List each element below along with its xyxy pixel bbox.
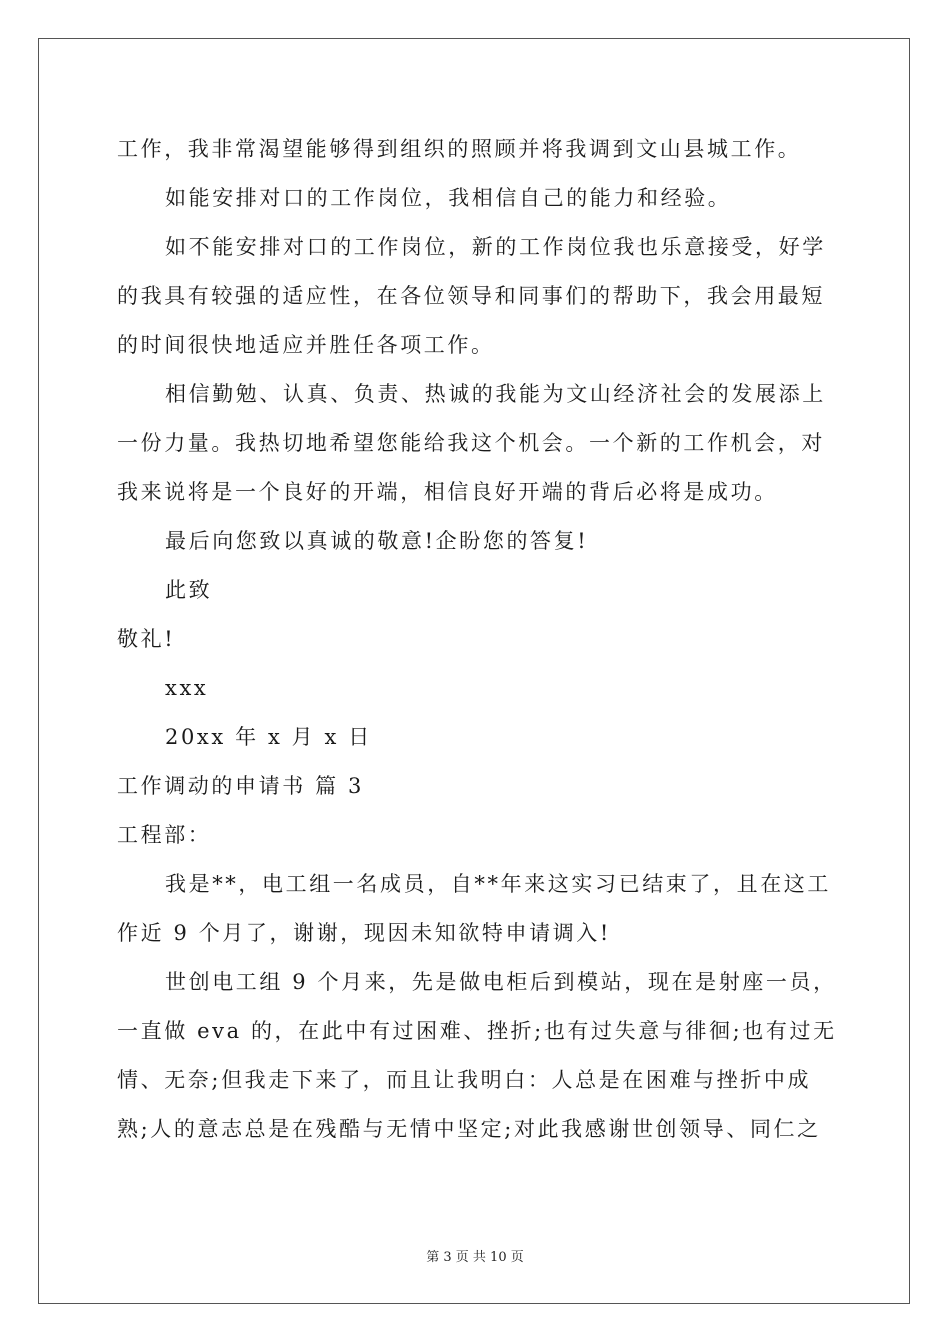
text-line: 一份力量。我热切地希望您能给我这个机会。一个新的工作机会，对 (117, 431, 825, 455)
signature-name: xxx (165, 676, 209, 700)
text-line: 的我具有较强的适应性，在各位领导和同事们的帮助下，我会用最短 (117, 284, 825, 308)
text-line: 我来说将是一个良好的开端，相信良好开端的背后必将是成功。 (117, 480, 778, 504)
text-line: 如能安排对口的工作岗位，我相信自己的能力和经验。 (165, 186, 732, 210)
text-line: 最后向您致以真诚的敬意!企盼您的答复! (165, 529, 589, 553)
text-line: 的时间很快地适应并胜任各项工作。 (117, 333, 495, 357)
text-line: 我是**，电工组一名成员，自**年来这实习已结束了，且在这工 (165, 872, 831, 896)
salutation-line: 此致 (165, 578, 213, 602)
signature-date: 20xx 年 x 月 x 日 (165, 725, 372, 749)
text-line: 工作，我非常渴望能够得到组织的照顾并将我调到文山县城工作。 (117, 137, 802, 161)
text-line: 一直做 eva 的，在此中有过困难、挫折;也有过失意与徘徊;也有过无 (117, 1019, 837, 1043)
section-heading: 工作调动的申请书 篇 3 (117, 774, 364, 798)
addressee: 工程部： (117, 823, 212, 847)
text-line: 作近 9 个月了，谢谢，现因未知欲特申请调入! (117, 921, 611, 945)
text-line: 情、无奈;但我走下来了，而且让我明白：人总是在困难与挫折中成 (117, 1068, 812, 1092)
text-line: 世创电工组 9 个月来，先是做电柜后到模站，现在是射座一员， (165, 970, 837, 994)
text-line: 如不能安排对口的工作岗位，新的工作岗位我也乐意接受，好学 (165, 235, 826, 259)
salutation-line: 敬礼! (117, 627, 176, 651)
text-line: 熟;人的意志总是在残酷与无情中坚定;对此我感谢世创领导、同仁之 (117, 1117, 821, 1141)
text-line: 相信勤勉、认真、负责、热诚的我能为文山经济社会的发展添上 (165, 382, 826, 406)
page-number-footer: 第 3 页 共 10 页 (426, 1250, 524, 1265)
document-body (117, 125, 837, 1154)
